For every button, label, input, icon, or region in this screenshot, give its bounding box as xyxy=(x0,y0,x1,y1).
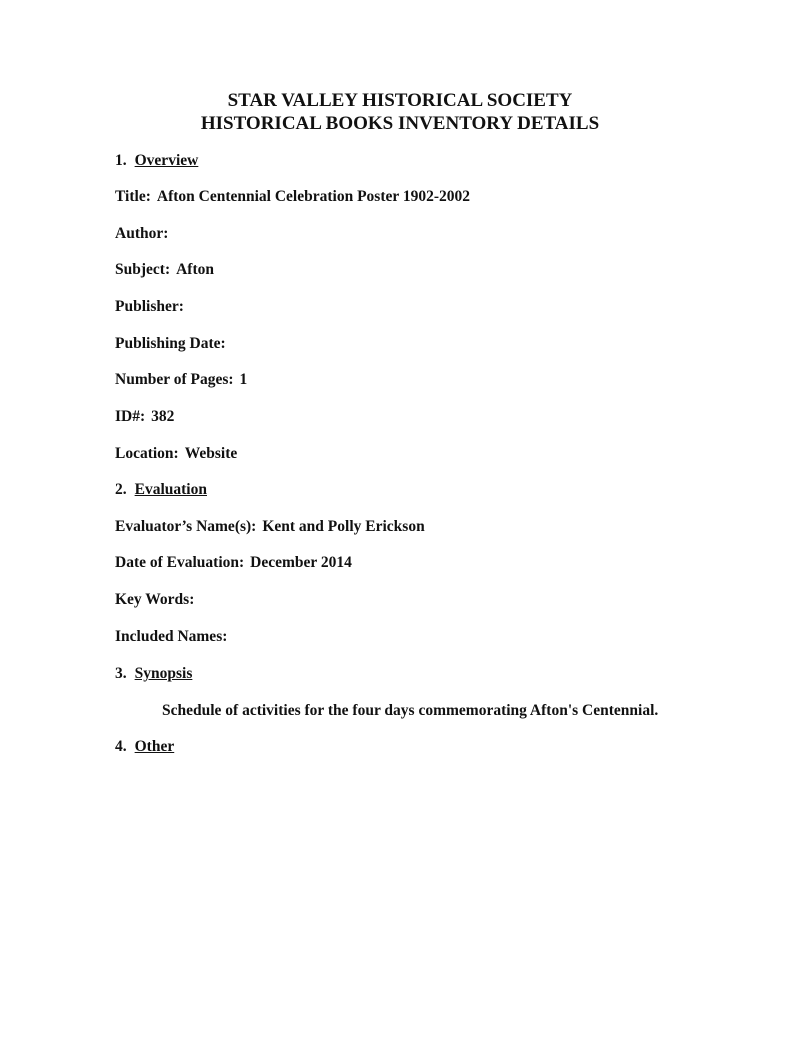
field-label: Number of Pages: xyxy=(115,371,234,388)
field-label: Subject: xyxy=(115,261,171,278)
field-publisher xyxy=(115,298,190,316)
field-value: Afton xyxy=(176,261,214,278)
field-label: ID#: xyxy=(115,408,146,425)
header-society-name: STAR VALLEY HISTORICAL SOCIETY xyxy=(227,90,573,111)
field-label: Publisher: xyxy=(115,298,184,315)
section-number: 3. xyxy=(115,665,127,682)
field-value: 382 xyxy=(151,408,175,425)
field-value: December 2014 xyxy=(250,554,352,571)
field-key-words xyxy=(115,591,200,609)
field-label: Key Words: xyxy=(115,591,195,608)
field-publishing-date xyxy=(115,335,232,353)
field-label: Publishing Date: xyxy=(115,335,226,352)
field-location xyxy=(115,445,237,463)
field-value: Afton Centennial Celebration Poster 1902-2002 xyxy=(156,188,471,205)
section-title: Evaluation xyxy=(134,481,207,498)
field-number-of-pages xyxy=(115,371,247,389)
section-title: Overview xyxy=(134,152,199,169)
section-overview-heading xyxy=(115,152,198,170)
field-label: Title: xyxy=(115,188,151,205)
field-value: Kent and Polly Erickson xyxy=(262,518,425,535)
section-title: Other xyxy=(134,738,175,755)
section-synopsis-heading xyxy=(115,665,192,683)
section-number: 2. xyxy=(115,481,127,498)
field-id xyxy=(115,408,174,426)
field-label: Author: xyxy=(115,225,169,242)
section-other-heading xyxy=(115,738,174,756)
section-title: Synopsis xyxy=(134,665,193,682)
field-label: Evaluator’s Name(s): xyxy=(115,518,257,535)
section-number: 1. xyxy=(115,152,127,169)
header-document-title: HISTORICAL BOOKS INVENTORY DETAILS xyxy=(200,113,600,134)
field-date-of-evaluation xyxy=(115,554,352,572)
section-number: 4. xyxy=(115,738,127,755)
section-evaluation-heading xyxy=(115,481,207,499)
field-author xyxy=(115,225,174,243)
field-subject xyxy=(115,261,214,279)
field-label: Included Names: xyxy=(115,628,228,645)
field-value: 1 xyxy=(239,371,248,388)
field-evaluators xyxy=(115,518,425,536)
field-value: Website xyxy=(184,445,238,462)
field-label: Date of Evaluation: xyxy=(115,554,245,571)
field-label: Location: xyxy=(115,445,179,462)
field-title xyxy=(115,188,470,206)
field-included-names xyxy=(115,628,233,646)
synopsis-text: Schedule of activities for the four days commemorating Afton's Centennial. xyxy=(162,702,659,719)
